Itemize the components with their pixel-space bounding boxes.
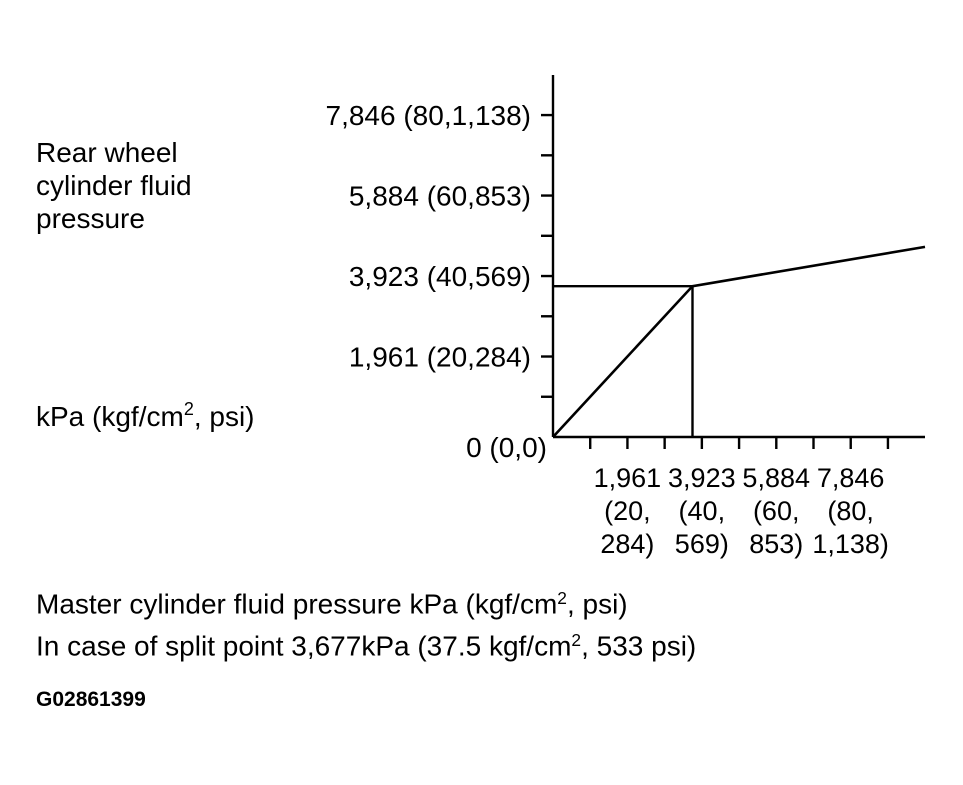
x-axis-title-suffix: , psi) (566, 588, 628, 620)
x-axis-title-superscript: 2 (557, 588, 567, 608)
y-tick-label: 3,923 (40,569) (348, 261, 531, 293)
x-tick-group (590, 437, 889, 559)
y-axis-title-line: cylinder fluid (36, 170, 192, 201)
y-axis-title (36, 137, 255, 432)
series-line (553, 247, 925, 437)
y-tick-group (326, 100, 554, 463)
split-point-caption-superscript: 2 (571, 630, 582, 650)
x-tick-label: 7,846 (80, 1,138) (812, 463, 889, 559)
split-point-caption-text: In case of split point 3,677kPa (37.5 kgf/cm (36, 630, 572, 662)
y-axis-title-line: pressure (36, 203, 145, 234)
x-tick-label: 5,884 (60, 853) (742, 463, 811, 559)
x-axis-title (36, 590, 628, 619)
y-origin-label: 0 (0,0) (466, 432, 547, 463)
figure-id: G02861399 (36, 688, 146, 711)
x-tick-label: 1,961 (20, 284) (593, 463, 662, 559)
y-tick-label: 5,884 (60,853) (348, 180, 531, 212)
series-group (553, 247, 925, 437)
x-tick-label: 3,923 (40, 569) (668, 463, 736, 559)
y-tick-label: 1,961 (20,284) (348, 341, 531, 373)
y-axis-title-line: Rear wheel (36, 137, 178, 168)
y-tick-label: 7,846 (80,1,138) (325, 100, 531, 132)
split-point-caption (36, 632, 696, 661)
x-axis-title-text: Master cylinder fluid pressure kPa (kgf/cm (36, 588, 558, 620)
y-axis-unit: kPa ($kgf/cm^2$, psi) (36, 399, 255, 432)
split-point-caption-suffix: , 533 psi) (581, 630, 697, 662)
